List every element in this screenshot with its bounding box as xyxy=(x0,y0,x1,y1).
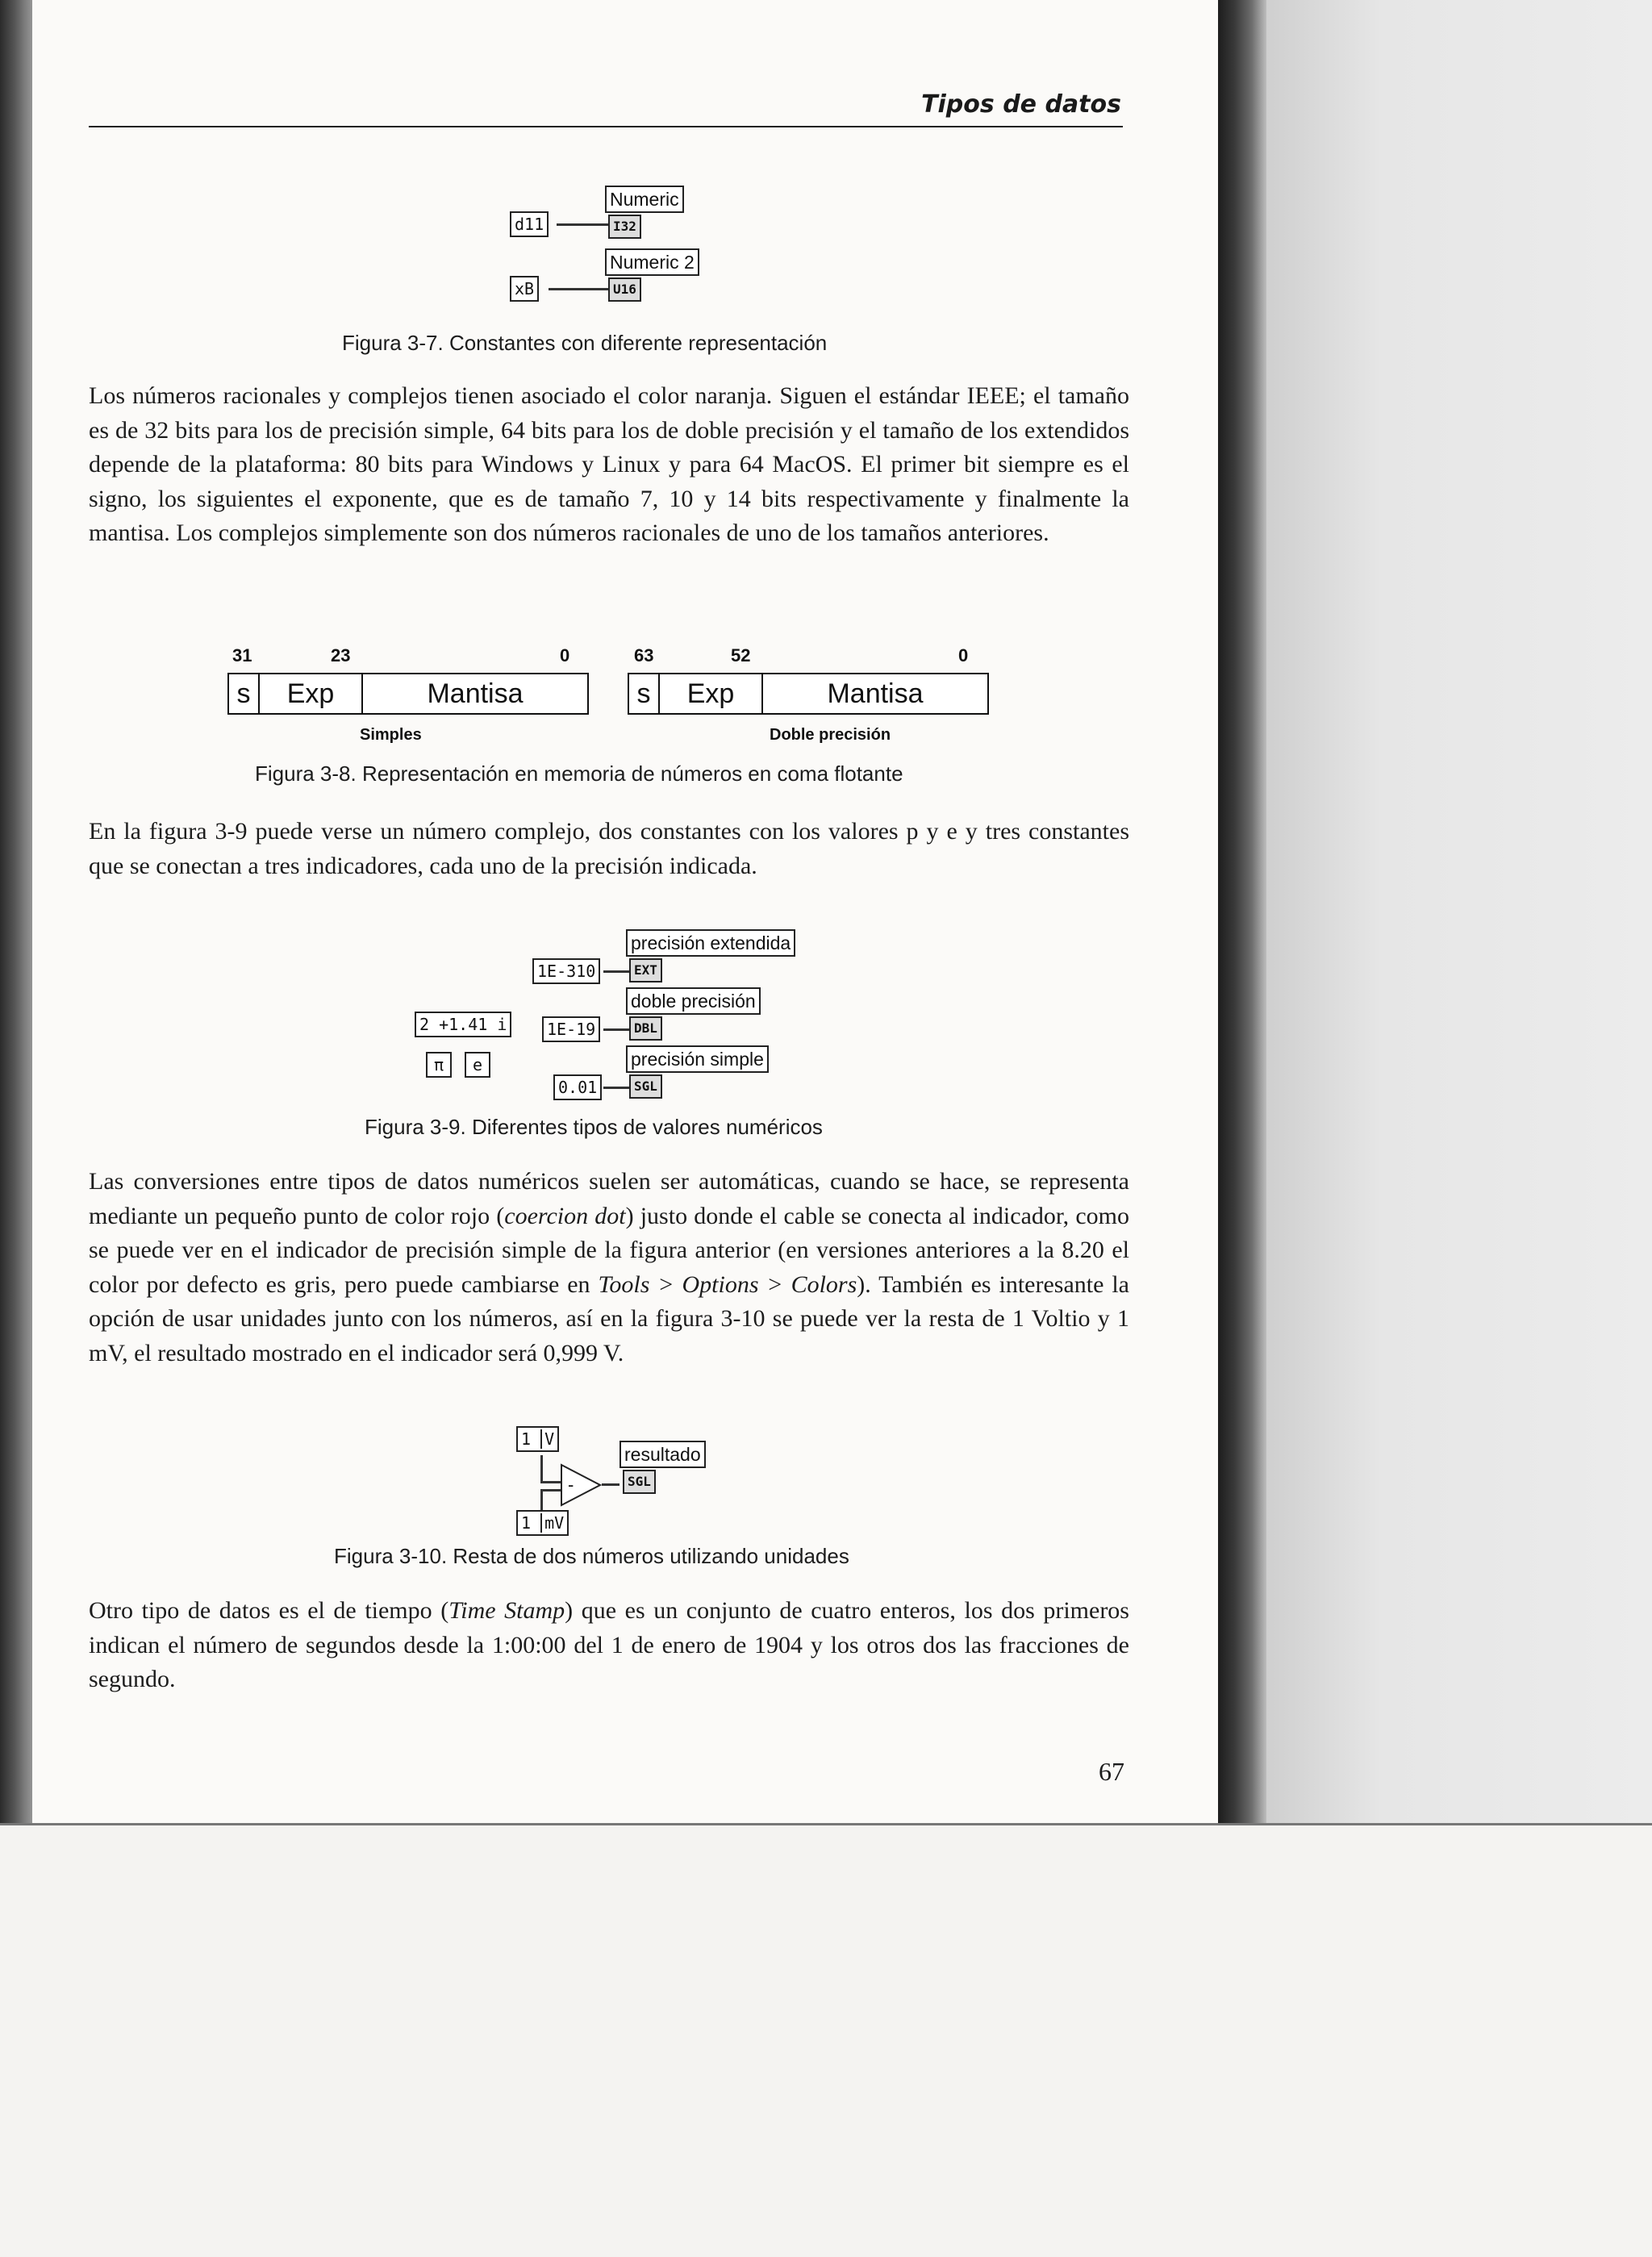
ext-indicator: EXT xyxy=(629,958,662,982)
pi-constant: π xyxy=(426,1052,452,1078)
bit-63: 63 xyxy=(634,645,654,665)
one-millivolt-constant: 1 mV xyxy=(516,1510,569,1536)
wire-2 xyxy=(549,288,608,290)
numeric2-label: Numeric 2 xyxy=(605,248,699,276)
svg-text:-: - xyxy=(568,1475,574,1495)
mantissa-field: Mantisa xyxy=(427,678,524,709)
sgl-indicator: SGL xyxy=(629,1074,662,1099)
paragraph-1: Los números racionales y complejos tienen asociado el color naranja. Siguen el estándar IEEE; el tamaño es de 32 bits para los de precisión simple, 64 bits para los de doble precisión y el tamaño de los extendidos depende de la plataforma: 80 bits para Windows y Linux y para 64 MacOS. El primer bit siempre es el signo, los siguientes el exponente, que es de tamaño 7, 10 y 14 bits respectivamente y finalmente la mantisa. Los complejos simplemente son dos números racionales de uno de los tamaños anteriores. xyxy=(89,382,1129,546)
d11-constant: d11 xyxy=(510,211,549,237)
bit-31: 31 xyxy=(232,645,252,665)
bit-0-double: 0 xyxy=(958,645,969,665)
paragraph-4: Otro tipo de datos es el de tiempo (Time Stamp) que es un conjunto de cuatro enteros, los dos primeros indican el número de segundos desde la 1:00:00 del 1 de enero de 1904 y los otros dos las fracciones de segundo. xyxy=(89,1597,1129,1692)
figure-3-10-caption: Figura 3-10. Resta de dos números utilizando unidades xyxy=(334,1544,849,1568)
exponent-field: Exp xyxy=(260,674,363,713)
subtract-node xyxy=(560,1463,602,1507)
single-precision-layout xyxy=(227,673,589,715)
complex-constant: 2 +1.41 i xyxy=(415,1012,511,1037)
bit-0-single: 0 xyxy=(560,645,570,665)
wire-v xyxy=(540,1455,543,1481)
wire-1 xyxy=(557,223,608,226)
exponent-field: Exp xyxy=(660,674,763,713)
single-label: precisión simple xyxy=(626,1045,769,1073)
sgl-constant: 0.01 xyxy=(553,1074,602,1100)
scanner-bed-right xyxy=(1266,0,1652,1823)
xb-constant: xB xyxy=(510,276,539,302)
sign-field: s xyxy=(629,674,660,713)
u16-indicator: U16 xyxy=(608,277,641,302)
book-spine xyxy=(1218,0,1266,1823)
wire-sgl xyxy=(603,1087,629,1089)
wire-ext xyxy=(603,970,629,973)
bit-52: 52 xyxy=(731,645,751,665)
double-precision-layout xyxy=(628,673,989,715)
double-label: doble precisión xyxy=(626,987,761,1015)
figure-3-8-caption: Figura 3-8. Representación en memoria de números en coma flotante xyxy=(255,761,903,786)
dbl-constant: 1E-19 xyxy=(542,1016,600,1042)
double-label: Doble precisión xyxy=(770,726,891,744)
scanner-bed-bottom xyxy=(0,1823,1652,2257)
e-constant: e xyxy=(465,1052,490,1078)
bit-23: 23 xyxy=(331,645,351,665)
i32-indicator: I32 xyxy=(608,215,641,239)
running-head: Tipos de datos xyxy=(921,90,1121,119)
dbl-indicator: DBL xyxy=(629,1016,662,1041)
page-number: 67 xyxy=(1099,1757,1124,1786)
mantissa-field: Mantisa xyxy=(827,678,924,709)
figure-3-7-caption: Figura 3-7. Constantes con diferente representación xyxy=(342,331,828,355)
resultado-indicator: SGL xyxy=(623,1470,656,1494)
wire-dbl xyxy=(603,1028,629,1031)
wire-mv xyxy=(540,1489,543,1510)
resultado-label: resultado xyxy=(620,1441,706,1468)
single-label: Simples xyxy=(360,726,422,744)
figure-3-9-caption: Figura 3-9. Diferentes tipos de valores numéricos xyxy=(365,1115,823,1139)
numeric-label: Numeric xyxy=(605,186,684,213)
wire-out xyxy=(602,1483,620,1486)
paragraph-2: En la figura 3-9 puede verse un número complejo, dos constantes con los valores p y e y tres constantes que se conectan a tres indicadores, cada uno de la precisión indicada. xyxy=(89,818,1129,879)
header-rule xyxy=(89,126,1123,127)
ext-constant: 1E-310 xyxy=(532,958,600,984)
paragraph-3: Las conversiones entre tipos de datos numéricos suelen ser automáticas, cuando se hace, se representa mediante un pequeño punto de color rojo (coercion dot) justo donde el cable se conecta al indicador, como se puede ver en el indicador de precisión simple de la figura anterior (en versiones anteriores a la 8.20 el color por defecto es gris, pero puede cambiarse en Tools > Options > Colors). También es interesante la opción de usar unidades junto con los números, así en la figura 3-10 se puede ver la resta de 1 Voltio y 1 mV, el resultado mostrado en el indicador será 0,999 V. xyxy=(89,1168,1129,1366)
extended-label: precisión extendida xyxy=(626,929,795,957)
sign-field: s xyxy=(229,674,260,713)
one-volt-constant: 1 V xyxy=(516,1426,559,1452)
